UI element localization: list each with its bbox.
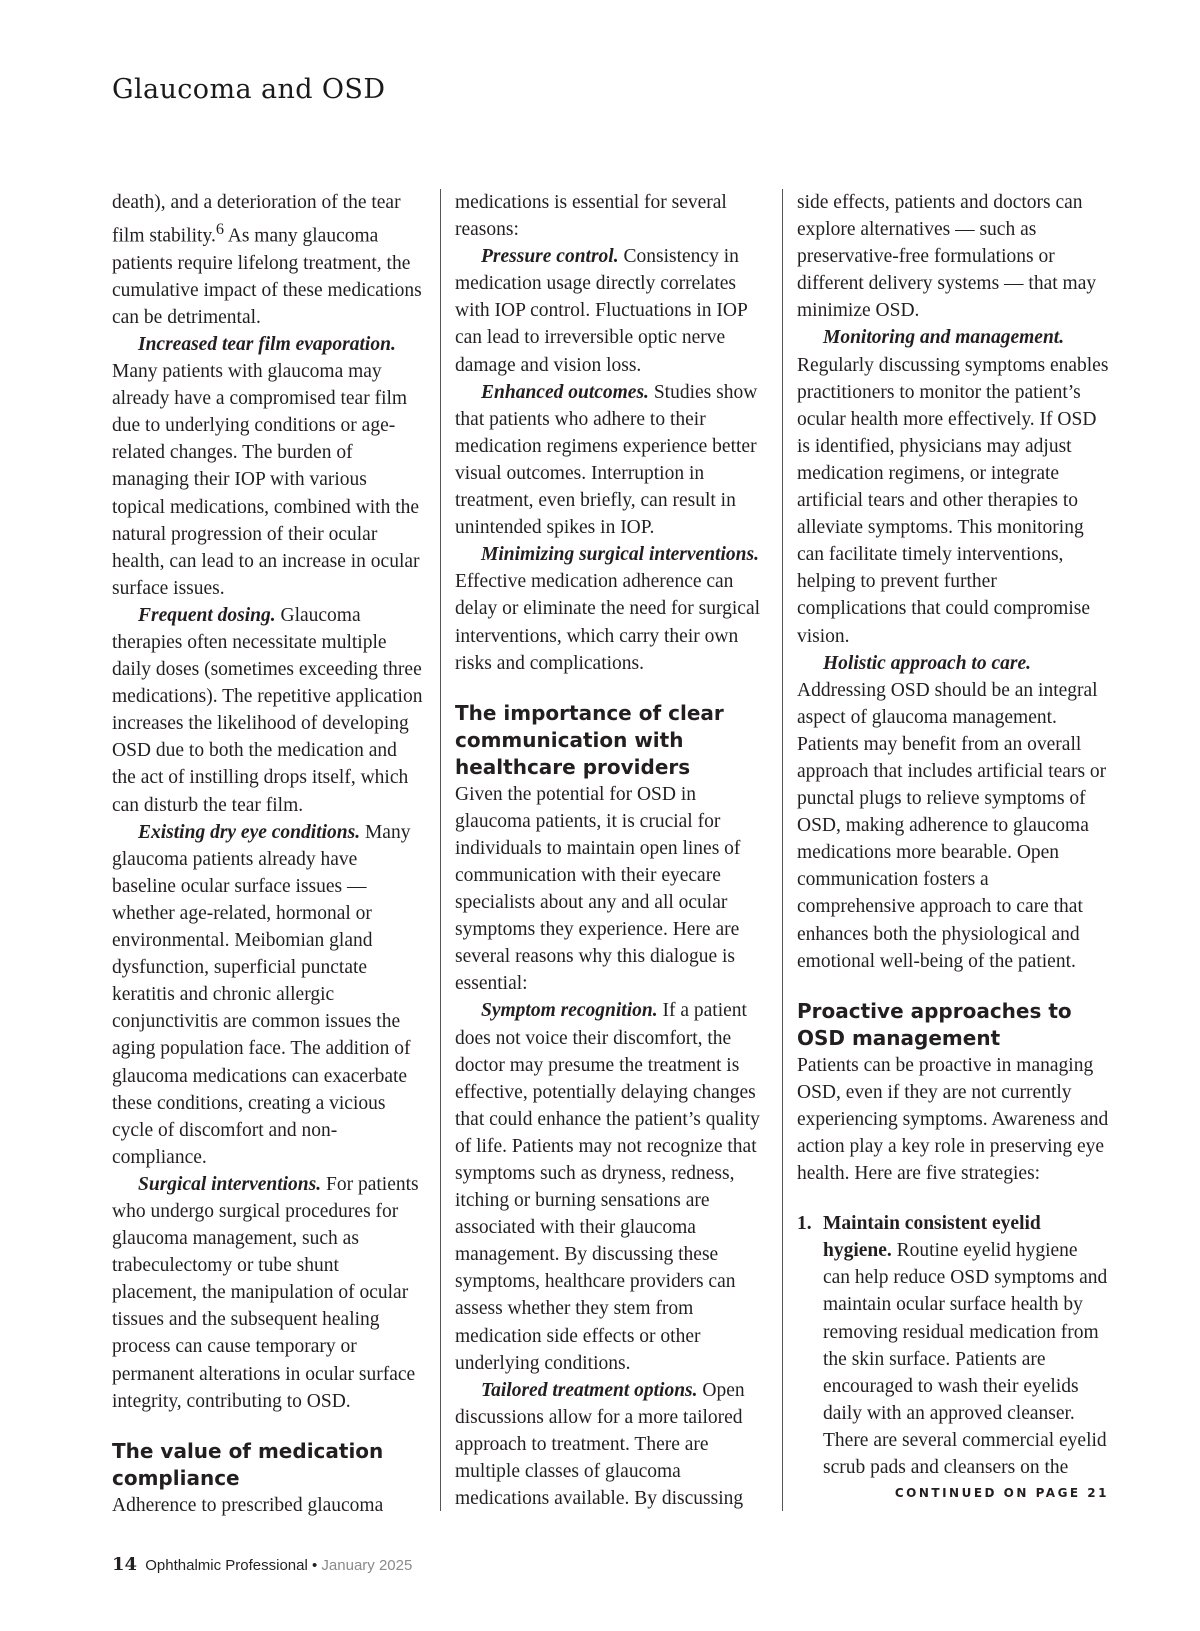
section-heading: The importance of clear communication with healthcare providers (455, 700, 724, 779)
text: death), and a deterioration of the tear film stability. (112, 192, 401, 247)
footer-separator: • (311, 1557, 318, 1574)
paragraph (112, 819, 424, 1171)
column-divider (782, 189, 783, 1511)
text: Studies show that patients who adhere to their medication regimens experience better visual outcomes. Interruption in treatment, even briefly, can result in unintended spikes in IOP. (455, 381, 758, 539)
paragraph (455, 379, 767, 542)
run-in-heading: Frequent dosing. (138, 604, 276, 626)
continued-on-page-link[interactable]: CONTINUED ON PAGE 21 (894, 1486, 1109, 1501)
run-in-heading: Tailored treatment options. (481, 1379, 698, 1401)
text: Many patients with glaucoma may already have a compromised tear film due to underlying conditions or age-related changes. The burden of managing their IOP with various topical medications, combined with the natural progression of their ocular health, can lead to an increase in ocular surface issues. (112, 361, 420, 599)
run-in-heading: Existing dry eye conditions. (138, 821, 361, 843)
run-in-heading: Increased tear film evaporation. (138, 333, 396, 355)
text: If a patient does not voice their discomfort, the doctor may presume the treatment is effective, potentially delaying changes that could enhance the patient’s quality of life. Patients may not recognize that symptoms such as dryness, redness, itching or burning sensations are associated with their glaucoma management. By discussing these symptoms, healthcare providers can assess whether they stem from medication side effects or other underlying conditions. (455, 1000, 760, 1374)
running-head-title: Glaucoma and OSD (112, 74, 386, 105)
section-heading: Proactive approaches to OSD management (797, 998, 1072, 1050)
paragraph (112, 331, 424, 602)
column-divider (440, 189, 441, 1511)
paragraph: Adherence to prescribed glaucoma (112, 1494, 384, 1516)
article-column-2 (455, 189, 767, 1512)
paragraph: side effects, patients and doctors can explore alternatives — such as preservative-free formulations or different delivery systems — that may minimize OSD. (797, 192, 1097, 322)
publication-name: Ophthalmic Professional (145, 1557, 308, 1574)
text: Glaucoma therapies often necessitate multiple daily doses (sometimes exceeding three medications). The repetitive application increases the likelihood of developing OSD due to both the medication and the act of instilling drops itself, which can disturb the tear film. (112, 604, 423, 816)
run-in-heading: Monitoring and management. (823, 327, 1065, 349)
text: Regularly discussing symptoms enables practitioners to monitor the patient’s ocular health more effectively. If OSD is identified, physicians may adjust medication regimens, or integrate artificial tears and other therapies to alleviate symptoms. This monitoring can facilitate timely interventions, helping to prevent further complications that could compromise vision. (797, 354, 1109, 647)
paragraph (797, 650, 1109, 975)
text: Addressing OSD should be an integral aspect of glaucoma management. Patients may benefit from an overall approach that includes artificial tears or punctal plugs to relieve symptoms of OSD, making adherence to glaucoma medications more bearable. Open communication fosters a comprehensive approach to care that enhances both the physiological and emotional well-being of the patient. (797, 679, 1107, 972)
text: As many glaucoma patients require lifelong treatment, the cumulative impact of these medications can be detrimental. (112, 225, 422, 328)
paragraph (112, 602, 424, 819)
run-in-heading: Pressure control. (481, 246, 619, 268)
run-in-heading: Minimizing surgical interventions. (481, 544, 759, 566)
run-in-heading: Surgical interventions. (138, 1173, 322, 1195)
article-column-1 (112, 189, 424, 1519)
run-in-heading: Holistic approach to care. (823, 652, 1031, 674)
text: Routine eyelid hygiene can help reduce OSD symptoms and maintain ocular surface health by removing residual medication from the skin surface. Patients are encouraged to wash their eyelids daily with an approved cleanser. There are several commercial eyelid scrub pads and cleansers on the (823, 1240, 1108, 1479)
paragraph (455, 243, 767, 378)
paragraph (112, 189, 424, 331)
list-number: 1. (797, 1213, 812, 1235)
list-item (797, 1210, 1109, 1481)
paragraph (455, 997, 767, 1376)
text: For patients who undergo surgical procedures for glaucoma management, such as trabeculectomy or tube shunt placement, the manipulation of ocular tissues and the subsequent healing process can cause temporary or permanent alterations in ocular surface integrity, contributing to OSD. (112, 1173, 419, 1412)
text: Consistency in medication usage directly correlates with IOP control. Fluctuations in IOP can lead to irreversible optic nerve damage and vision loss. (455, 246, 748, 376)
run-in-heading: Symptom recognition. (481, 1000, 658, 1022)
paragraph (455, 1377, 767, 1512)
paragraph: Given the potential for OSD in glaucoma patients, it is crucial for individuals to maintain open lines of communication with their eyecare specialists about any and all ocular symptoms they experience. Here are several reasons why this dialogue is essential: (455, 783, 741, 995)
strategy-list (797, 1210, 1109, 1481)
paragraph: medications is essential for several reasons: (455, 192, 727, 241)
section-heading: The value of medication compliance (112, 1438, 384, 1490)
page-footer (112, 1554, 412, 1575)
issue-date: January 2025 (321, 1557, 413, 1574)
list-item-lead: Maintain consistent eyelid hygiene. (823, 1213, 1041, 1262)
text: Effective medication adherence can delay or eliminate the need for surgical interventions, which carry their own risks and complications. (455, 571, 761, 674)
paragraph (455, 541, 767, 676)
paragraph (797, 324, 1109, 649)
text: Open discussions allow for a more tailored approach to treatment. There are multiple classes of glaucoma medications available. By discussing (455, 1379, 745, 1510)
run-in-heading: Enhanced outcomes. (481, 381, 649, 403)
paragraph (112, 1171, 424, 1415)
page-number: 14 (112, 1554, 138, 1575)
reference-superscript: 6 (215, 220, 224, 239)
text: Many glaucoma patients already have baseline ocular surface issues — whether age-related, hormonal or environmental. Meibomian gland dysfunction, superficial punctate keratitis and chronic allergic conjunctivitis are common issues the aging population face. The addition of glaucoma medications can exacerbate these conditions, creating a vicious cycle of discomfort and non-compliance. (112, 821, 411, 1168)
article-column-3 (797, 189, 1109, 1502)
paragraph: Patients can be proactive in managing OSD, even if they are not currently experiencing symptoms. Awareness and action play a key role in preserving eye health. Here are five strategies: (797, 1054, 1109, 1185)
